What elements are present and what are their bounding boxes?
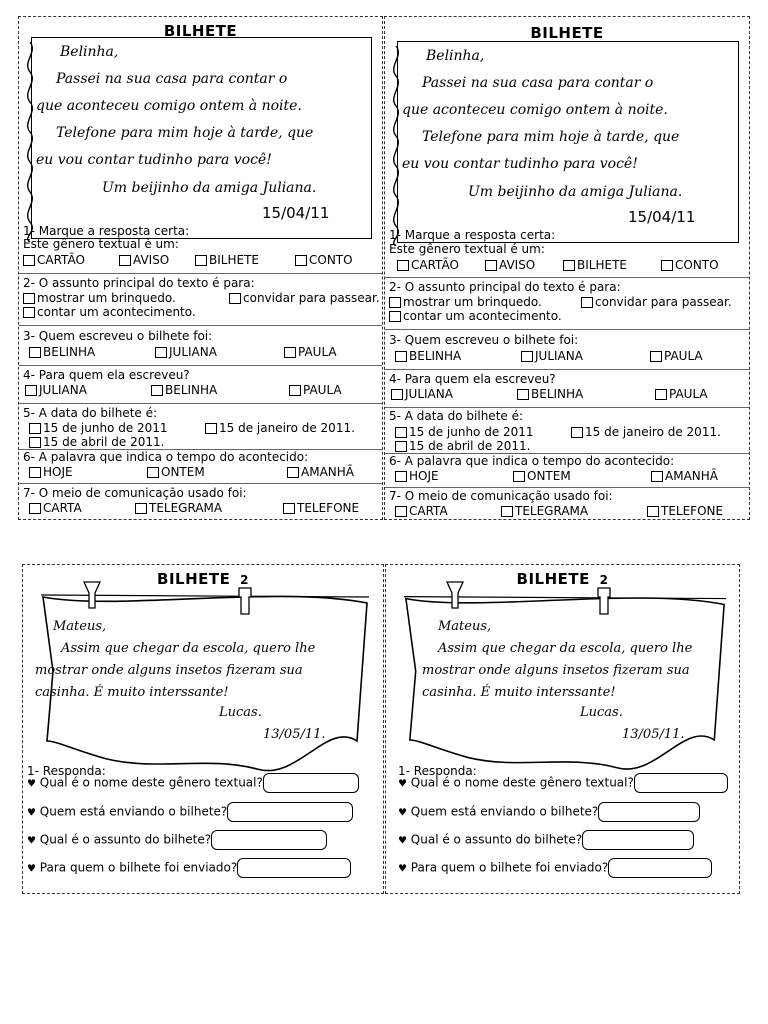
option-belinha[interactable]: BELINHA: [517, 387, 583, 401]
answer-field[interactable]: [634, 773, 728, 793]
checkbox[interactable]: [395, 506, 407, 517]
note-line-1: Passei na sua casa para contar o: [422, 75, 654, 91]
title-number: 2: [240, 573, 249, 587]
question-4-text: 4- Para quem ela escreveu?: [389, 372, 556, 386]
worksheet-title: BILHETE 2: [157, 570, 249, 588]
worksheet-title: BILHETE 2: [516, 570, 609, 588]
question-row: ♥ Para quem o bilhete foi enviado?: [27, 858, 351, 878]
question-5-text: 5- A data do bilhete é:: [23, 406, 158, 420]
checkbox[interactable]: [655, 389, 667, 400]
spiral-binding-icon: [390, 46, 402, 246]
option-juliana[interactable]: JULIANA: [155, 345, 217, 359]
option-juliana[interactable]: JULIANA: [521, 349, 583, 363]
checkbox[interactable]: [501, 506, 513, 517]
checkbox[interactable]: [395, 427, 407, 438]
note-signature: Lucas.: [580, 705, 623, 720]
option-ontem[interactable]: ONTEM: [147, 465, 205, 479]
note-line-3: Telefone para mim hoje à tarde, que: [422, 129, 680, 145]
question-1-subtext: Este gênero textual é um:: [23, 237, 179, 251]
checkbox[interactable]: [521, 351, 533, 362]
answer-field[interactable]: [237, 858, 351, 878]
option-junho[interactable]: 15 de junho de 2011: [29, 421, 168, 435]
question-row: ♥ Qual é o assunto do bilhete?: [27, 830, 327, 850]
checkbox[interactable]: [119, 255, 131, 266]
note-line-2: mostrar onde alguns insetos fizeram sua: [422, 663, 690, 678]
heart-bullet-icon: ♥: [27, 835, 36, 847]
checkbox[interactable]: [517, 389, 529, 400]
answer-field[interactable]: [227, 802, 353, 822]
checkbox[interactable]: [29, 437, 41, 448]
checkbox[interactable]: [397, 260, 409, 271]
worksheet-title: BILHETE: [163, 22, 238, 40]
option-hoje[interactable]: HOJE: [29, 465, 73, 479]
checkbox[interactable]: [229, 293, 241, 304]
worksheet-1-left: [18, 16, 383, 520]
option-janeiro[interactable]: 15 de janeiro de 2011.: [571, 425, 721, 439]
option-brinquedo[interactable]: mostrar um brinquedo.: [23, 291, 176, 305]
note-line-4: eu vou contar tudinho para você!: [36, 152, 272, 168]
option-abril[interactable]: 15 de abril de 2011.: [29, 435, 164, 449]
divider: [385, 369, 749, 370]
divider: [19, 403, 382, 404]
option-telegrama[interactable]: TELEGRAMA: [501, 504, 588, 518]
note-line-3: Telefone para mim hoje à tarde, que: [56, 125, 314, 141]
option-acontecimento[interactable]: contar um acontecimento.: [389, 309, 562, 323]
checkbox[interactable]: [135, 503, 147, 514]
clothespin-icon: [237, 587, 253, 615]
checkbox[interactable]: [155, 347, 167, 358]
checkbox[interactable]: [661, 260, 673, 271]
checkbox[interactable]: [563, 260, 575, 271]
option-aviso[interactable]: AVISO: [119, 253, 169, 267]
checkbox[interactable]: [395, 441, 407, 452]
option-telefone[interactable]: TELEFONE: [283, 501, 359, 515]
clothespin-icon: [446, 581, 464, 609]
note-date: 15/04/11: [628, 208, 696, 226]
note-signoff: Um beijinho da amiga Juliana.: [102, 180, 317, 196]
option-amanha[interactable]: AMANHÃ: [287, 465, 354, 479]
answer-field[interactable]: [582, 830, 694, 850]
question-2-text: 2- O assunto principal do texto é para:: [389, 280, 621, 294]
checkbox[interactable]: [485, 260, 497, 271]
note-line-2: que aconteceu comigo ontem à noite.: [36, 98, 302, 114]
question-1-subtext: Este gênero textual é um:: [389, 242, 545, 256]
option-bilhete[interactable]: BILHETE: [563, 258, 627, 272]
checkbox[interactable]: [395, 351, 407, 362]
option-carta[interactable]: CARTA: [29, 501, 82, 515]
note-date: 15/04/11: [262, 204, 330, 222]
checkbox[interactable]: [389, 311, 401, 322]
heart-bullet-icon: ♥: [398, 835, 407, 847]
heart-bullet-icon: ♥: [27, 778, 36, 790]
worksheet-1-right: [384, 16, 750, 520]
clothespin-icon: [596, 587, 612, 615]
option-abril[interactable]: 15 de abril de 2011.: [395, 439, 530, 453]
divider: [385, 277, 749, 278]
question-row: ♥ Para quem o bilhete foi enviado?: [398, 858, 712, 878]
option-ontem[interactable]: ONTEM: [513, 469, 571, 483]
checkbox[interactable]: [195, 255, 207, 266]
checkbox[interactable]: [651, 471, 663, 482]
option-hoje[interactable]: HOJE: [395, 469, 439, 483]
checkbox[interactable]: [647, 506, 659, 517]
note-date: 13/05/11.: [263, 727, 326, 742]
worksheet-2-right: [385, 564, 740, 894]
checkbox[interactable]: [29, 347, 41, 358]
checkbox[interactable]: [395, 471, 407, 482]
option-conto[interactable]: CONTO: [661, 258, 719, 272]
title-number: 2: [599, 573, 609, 587]
note-line-2: mostrar onde alguns insetos fizeram sua: [35, 663, 303, 678]
option-telefone[interactable]: TELEFONE: [647, 504, 723, 518]
answer-field[interactable]: [263, 773, 359, 793]
note-signature: Lucas.: [219, 705, 262, 720]
checkbox[interactable]: [23, 255, 35, 266]
question-title: 1- Responda:: [398, 764, 477, 778]
question-title: 1- Responda:: [27, 764, 106, 778]
divider: [385, 487, 749, 488]
note-greeting: Belinha,: [426, 48, 485, 64]
checkbox[interactable]: [29, 503, 41, 514]
note-signoff: Um beijinho da amiga Juliana.: [468, 184, 683, 200]
answer-field[interactable]: [608, 858, 712, 878]
divider: [19, 365, 382, 366]
checkbox[interactable]: [29, 423, 41, 434]
note-box: [31, 37, 372, 239]
option-passear[interactable]: convidar para passear.: [229, 291, 380, 305]
worksheet-2-left: [22, 564, 384, 894]
checkbox[interactable]: [650, 351, 662, 362]
answer-field[interactable]: [211, 830, 327, 850]
heart-bullet-icon: ♥: [398, 807, 407, 819]
divider: [19, 273, 382, 274]
checkbox[interactable]: [391, 389, 403, 400]
option-brinquedo[interactable]: mostrar um brinquedo.: [389, 295, 542, 309]
checkbox[interactable]: [581, 297, 593, 308]
checkbox[interactable]: [287, 467, 299, 478]
question-row: ♥ Qual é o nome deste gênero textual?: [398, 773, 728, 793]
option-paula[interactable]: PAULA: [650, 349, 703, 363]
question-row: ♥ Quem está enviando o bilhete?: [398, 802, 700, 822]
note-line-2: que aconteceu comigo ontem à noite.: [402, 102, 668, 118]
note-line-3: casinha. É muito interssante!: [422, 685, 616, 700]
heart-bullet-icon: ♥: [398, 778, 407, 790]
option-paula[interactable]: PAULA: [289, 383, 342, 397]
checkbox[interactable]: [29, 467, 41, 478]
note-greeting: Belinha,: [60, 44, 119, 60]
question-row: ♥ Qual é o nome deste gênero textual?: [27, 773, 359, 793]
note-line-1: Assim que chegar da escola, quero lhe: [438, 641, 693, 656]
checkbox[interactable]: [513, 471, 525, 482]
question-1-text: 1- Marque a resposta certa:: [23, 224, 190, 238]
note-date: 13/05/11.: [622, 727, 685, 742]
option-carta[interactable]: CARTA: [395, 504, 448, 518]
option-paula[interactable]: PAULA: [284, 345, 337, 359]
option-janeiro[interactable]: 15 de janeiro de 2011.: [205, 421, 355, 435]
checkbox[interactable]: [147, 467, 159, 478]
option-passear[interactable]: convidar para passear.: [581, 295, 732, 309]
answer-field[interactable]: [598, 802, 700, 822]
question-6-text: 6- A palavra que indica o tempo do acontecido:: [389, 454, 675, 468]
option-juliana[interactable]: JULIANA: [391, 387, 453, 401]
note-greeting: Mateus,: [53, 619, 107, 634]
checkbox[interactable]: [283, 503, 295, 514]
checkbox[interactable]: [289, 385, 301, 396]
option-acontecimento[interactable]: contar um acontecimento.: [23, 305, 196, 319]
checkbox[interactable]: [295, 255, 307, 266]
question-2-text: 2- O assunto principal do texto é para:: [23, 276, 255, 290]
note-line-1: Passei na sua casa para contar o: [56, 71, 288, 87]
clothespin-icon: [83, 581, 101, 609]
checkbox[interactable]: [23, 293, 35, 304]
divider: [385, 329, 749, 330]
checkbox[interactable]: [25, 385, 37, 396]
checkbox[interactable]: [23, 307, 35, 318]
option-cartao[interactable]: CARTÃO: [397, 258, 459, 272]
note-line-3: casinha. É muito interssante!: [35, 685, 229, 700]
heart-bullet-icon: ♥: [27, 807, 36, 819]
divider: [19, 325, 382, 326]
question-row: ♥ Quem está enviando o bilhete?: [27, 802, 353, 822]
question-row: ♥ Qual é o assunto do bilhete?: [398, 830, 694, 850]
question-5-text: 5- A data do bilhete é:: [389, 409, 524, 423]
option-bilhete[interactable]: BILHETE: [195, 253, 259, 267]
question-7-text: 7- O meio de comunicação usado foi:: [23, 486, 247, 500]
option-aviso[interactable]: AVISO: [485, 258, 535, 272]
question-6-text: 6- A palavra que indica o tempo do acontecido:: [23, 450, 309, 464]
option-conto[interactable]: CONTO: [295, 253, 353, 267]
checkbox[interactable]: [284, 347, 296, 358]
divider: [19, 483, 382, 484]
option-juliana[interactable]: JULIANA: [25, 383, 87, 397]
worksheet-title: BILHETE: [530, 24, 604, 42]
option-cartao[interactable]: CARTÃO: [23, 253, 85, 267]
checkbox[interactable]: [389, 297, 401, 308]
option-amanha[interactable]: AMANHÃ: [651, 469, 718, 483]
heart-bullet-icon: ♥: [27, 863, 36, 875]
option-belinha[interactable]: BELINHA: [29, 345, 95, 359]
option-telegrama[interactable]: TELEGRAMA: [135, 501, 222, 515]
option-paula[interactable]: PAULA: [655, 387, 708, 401]
spiral-binding-icon: [24, 42, 36, 242]
note-greeting: Mateus,: [438, 619, 492, 634]
question-4-text: 4- Para quem ela escreveu?: [23, 368, 190, 382]
option-belinha[interactable]: BELINHA: [395, 349, 461, 363]
option-belinha[interactable]: BELINHA: [151, 383, 217, 397]
question-7-text: 7- O meio de comunicação usado foi:: [389, 489, 613, 503]
question-3-text: 3- Quem escreveu o bilhete foi:: [23, 329, 213, 343]
heart-bullet-icon: ♥: [398, 863, 407, 875]
note-box: [397, 41, 739, 243]
checkbox[interactable]: [571, 427, 583, 438]
checkbox[interactable]: [205, 423, 217, 434]
question-3-text: 3- Quem escreveu o bilhete foi:: [389, 333, 579, 347]
question-1-text: 1- Marque a resposta certa:: [389, 228, 556, 242]
note-line-1: Assim que chegar da escola, quero lhe: [61, 641, 316, 656]
checkbox[interactable]: [151, 385, 163, 396]
option-junho[interactable]: 15 de junho de 2011: [395, 425, 534, 439]
divider: [385, 407, 749, 408]
note-line-4: eu vou contar tudinho para você!: [402, 156, 638, 172]
